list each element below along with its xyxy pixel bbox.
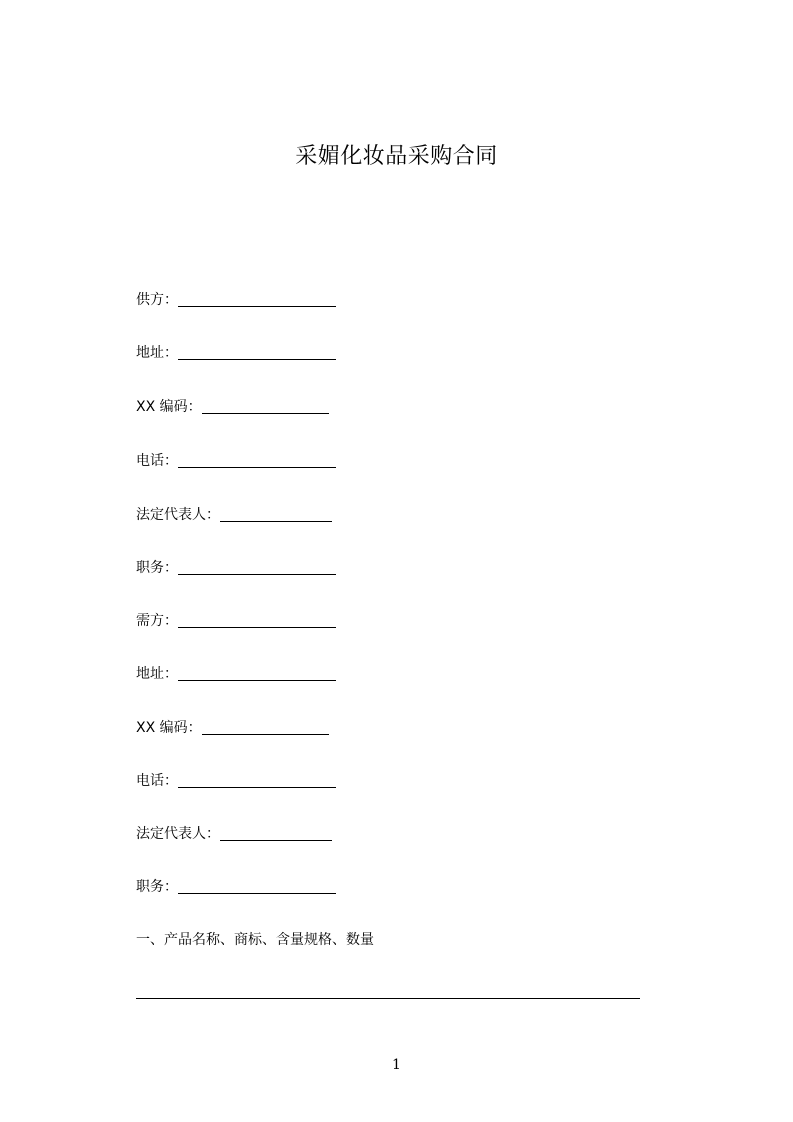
field-label: 职务： [136,879,178,895]
buyer-postcode-field [136,718,329,738]
page-number: 1 [392,1057,401,1073]
buyer-phone-field [136,771,336,791]
fill-in-blank[interactable] [178,773,336,788]
fill-in-blank[interactable] [178,666,336,681]
buyer-name-field [136,611,336,631]
fill-in-blank[interactable] [178,560,336,575]
field-label: 职务： [136,560,178,576]
field-label: 供方： [136,292,178,308]
fill-in-blank[interactable] [220,507,332,522]
fill-in-blank[interactable] [178,292,336,307]
fill-in-blank[interactable] [202,399,329,414]
buyer-address-field [136,664,336,684]
fill-in-blank[interactable] [220,826,332,841]
document-title: 采媚化妆品采购合同 [295,144,498,169]
supplier-phone-field [136,451,336,471]
supplier-postcode-field [136,397,329,417]
field-label: 法定代表人： [136,507,220,523]
field-label: 地址： [136,666,178,682]
buyer-position-field [136,877,336,897]
section-1-fill-line[interactable] [136,998,640,999]
supplier-address-field [136,343,336,363]
field-label: 电话： [136,453,178,469]
supplier-name-field [136,290,336,310]
field-label: 法定代表人： [136,826,220,842]
field-label: XX 编码： [136,399,202,415]
fill-in-blank[interactable] [178,345,336,360]
field-label: 电话： [136,773,178,789]
supplier-legal-rep-field [136,505,332,525]
fill-in-blank[interactable] [202,720,329,735]
supplier-position-field [136,558,336,578]
fill-in-blank[interactable] [178,613,336,628]
field-label: 地址： [136,345,178,361]
section-1-heading: 一、产品名称、商标、含量规格、数量 [136,932,374,948]
fill-in-blank[interactable] [178,453,336,468]
buyer-legal-rep-field [136,824,332,844]
fill-in-blank[interactable] [178,879,336,894]
field-label: 需方： [136,613,178,629]
field-label: XX 编码： [136,720,202,736]
